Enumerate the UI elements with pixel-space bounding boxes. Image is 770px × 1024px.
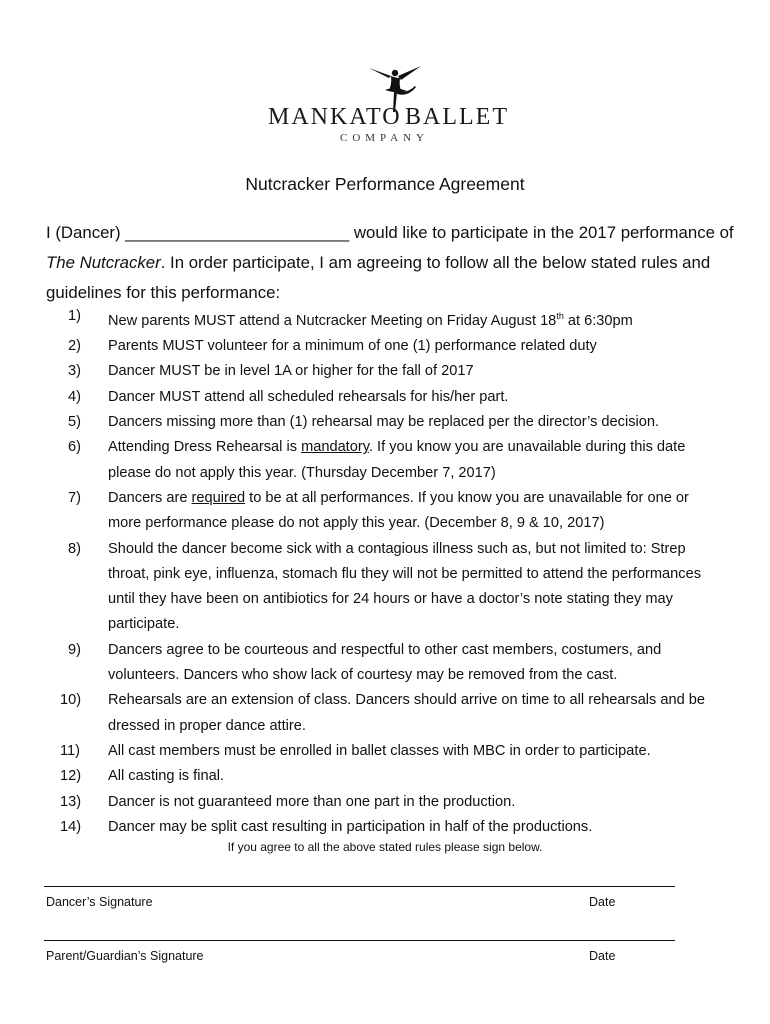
logo-name-right: BALLET — [405, 104, 509, 130]
rule-text: Dancers are — [108, 489, 192, 506]
rule-text: Attending Dress Rehearsal is — [108, 439, 302, 456]
rule-text: All casting is final. — [108, 768, 224, 785]
rule-number: 1) — [68, 308, 81, 324]
rule-text: Dancer MUST attend all scheduled rehearsals for his/her part. — [108, 388, 509, 405]
dancer-date-label: Date — [589, 895, 616, 909]
rule-number: 5) — [68, 414, 81, 431]
rule-number: 4) — [68, 388, 81, 405]
rule-item — [46, 764, 726, 789]
rule-number: 6) — [68, 439, 81, 456]
rule-text: Dancers missing more than (1) rehearsal may be replaced per the director’s decision. — [108, 414, 660, 431]
rule-text: Rehearsals are an extension of class. Dancers should arrive on time to all rehearsals and be dressed in proper dance attire. — [108, 692, 706, 734]
rule-number: 9) — [68, 641, 81, 658]
rule-item — [46, 304, 726, 334]
rule-text: New parents MUST attend a Nutcracker Meeting on Friday August 18 — [108, 312, 557, 329]
rule-text: Should the dancer become sick with a contagious illness such as, but not limited to: Strep throat, pink eye, influenza, stomach flu they will not be permitted to attend the performances until they have been on antibiotics for 24 hours or have a doctor’s note stating they may participate. — [108, 540, 701, 633]
parent-date-label: Date — [589, 949, 616, 963]
rule-item — [46, 688, 726, 739]
rule-item — [46, 638, 726, 689]
closing-instruction: If you agree to all the above stated rules please sign below. — [227, 840, 543, 854]
rule-item — [46, 790, 726, 815]
rule-item — [46, 385, 726, 410]
rule-text: All cast members must be enrolled in ballet classes with MBC in order to participate. — [108, 742, 651, 759]
rule-item — [46, 537, 726, 638]
dancer-signature-line[interactable] — [44, 886, 675, 887]
logo-name-left: MANKATO — [268, 104, 402, 130]
rule-item — [46, 435, 726, 486]
logo-subtitle: COMPANY — [340, 132, 430, 144]
rule-text: . If you know you are unavailable during this date please do not apply this year. (Thursday December 7, 2017) — [108, 439, 686, 481]
rule-number: 12) — [60, 768, 82, 785]
rule-text: Dancers agree to be courteous and respectful to other cast members, costumers, and volunteers. Dancers who show lack of courtesy may be removed from the cast. — [108, 641, 662, 684]
rule-text: at 6:30pm — [563, 312, 633, 329]
dancer-signature-label: Dancer’s Signature — [46, 895, 153, 909]
rule-item — [46, 815, 726, 840]
rule-text: Parents MUST volunteer for a minimum of one (1) performance related duty — [108, 338, 597, 355]
rule-item — [46, 410, 726, 435]
intro-part2: . In order participate, I am agreeing to follow all the below stated rules and guidelines for this performance: — [46, 253, 711, 302]
rule-superscript: th — [556, 311, 564, 321]
intro-part1: I (Dancer) ________________________ would like to participate in the 2017 performance of — [46, 223, 734, 242]
rule-number: 11) — [60, 742, 81, 759]
rule-emphasis: required — [191, 489, 246, 506]
rule-item — [46, 359, 726, 384]
rule-text: to be at all performances. If you know you are unavailable for one or more performance please do not apply this year. (December 8, 9 & 10, 2017) — [108, 489, 689, 532]
rule-number: 7) — [68, 489, 81, 506]
parent-signature-line[interactable] — [44, 940, 675, 941]
rule-number: 8) — [68, 540, 81, 557]
rule-number: 2) — [68, 338, 81, 355]
rule-item — [46, 739, 726, 764]
rule-emphasis: mandatory — [301, 439, 369, 456]
rule-item — [46, 486, 726, 537]
rule-text: Dancer MUST be in level 1A or higher for the fall of 2017 — [108, 363, 474, 380]
parent-signature-label: Parent/Guardian’s Signature — [46, 949, 204, 963]
rule-number: 14) — [60, 818, 82, 835]
rule-text: Dancer may be split cast resulting in participation in half of the productions. — [108, 818, 593, 835]
rules-list — [46, 304, 726, 840]
rule-number: 10) — [60, 692, 82, 709]
rule-text: Dancer is not guaranteed more than one part in the production. — [108, 793, 516, 810]
rule-item — [46, 334, 726, 359]
intro-work-title: The Nutcracker — [46, 253, 161, 272]
document-title: Nutcracker Performance Agreement — [245, 174, 525, 194]
rule-number: 13) — [60, 793, 82, 810]
rule-number: 3) — [68, 363, 81, 380]
intro-paragraph — [46, 218, 736, 308]
